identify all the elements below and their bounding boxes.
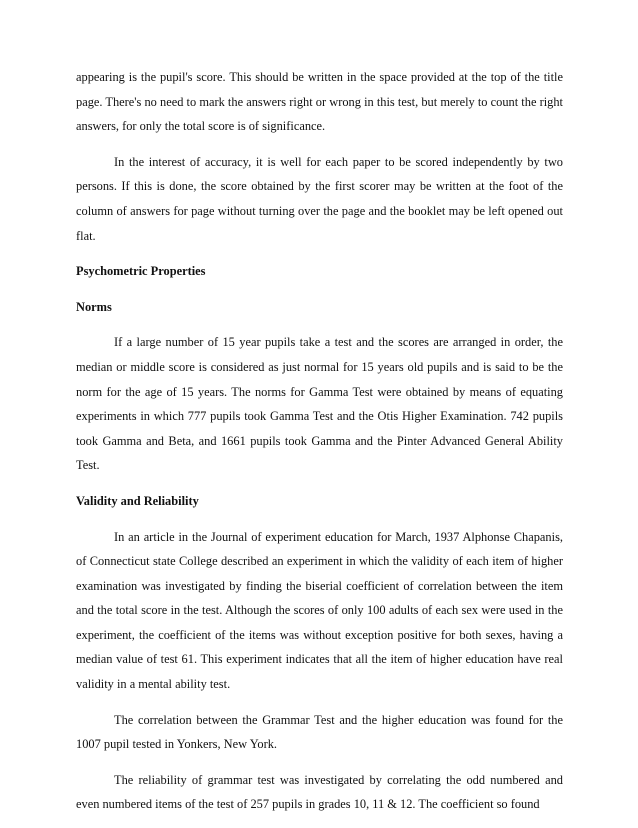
heading-validity-reliability: Validity and Reliability [76,493,199,508]
document-body [76,65,563,828]
heading-norms: Norms [76,299,112,314]
paragraph-correlation-yonkers: The correlation between the Grammar Test and the higher education was found for the 1007 pupil tested in Yonkers, New York. [76,712,563,752]
paragraph-reliability: The reliability of grammar test was investigated by correlating the odd numbered and even numbered items of the test of 257 pupils in grades 10, 11 & 12. The coefficient so found [76,772,563,812]
heading-psychometric-properties: Psychometric Properties [76,264,206,279]
paragraph-validity-chapanis: In an article in the Journal of experiment education for March, 1937 Alphonse Chapanis, of Connecticut state College described an experiment in which the validity of each item of higher examination was investigated by finding the biserial coefficient of correlation between the item and the total score in the test. Although the scores of only 100 adults of each sex were used in the experiment, the coefficient of the items was without exception positive for both sexes, having a median value of test 61. This experiment indicates that all the item of higher education have real validity in a mental ability test. [76,529,563,692]
paragraph-scoring-intro: appearing is the pupil's score. This should be written in the space provided at the top of the title page. There's no need to mark the answers right or wrong in this test, but merely to count the right answers, for only the total score is of significance. [76,70,563,134]
paragraph-norms: If a large number of 15 year pupils take a test and the scores are arranged in order, the median or middle score is considered as just normal for 15 years old pupils and is said to be the norm for the age of 15 years. The norms for Gamma Test were obtained by means of equating experiments in which 777 pupils took Gamma Test and the Otis Higher Examination. 742 pupils took Gamma and Beta, and 1661 pupils took Gamma and the Pinter Advanced General Ability Test. [76,335,563,473]
paragraph-scoring-accuracy: In the interest of accuracy, it is well for each paper to be scored independently by two persons. If this is done, the score obtained by the first scorer may be written at the foot of the column of answers for page without turning over the page and the booklet may be left opened out flat. [76,154,563,243]
